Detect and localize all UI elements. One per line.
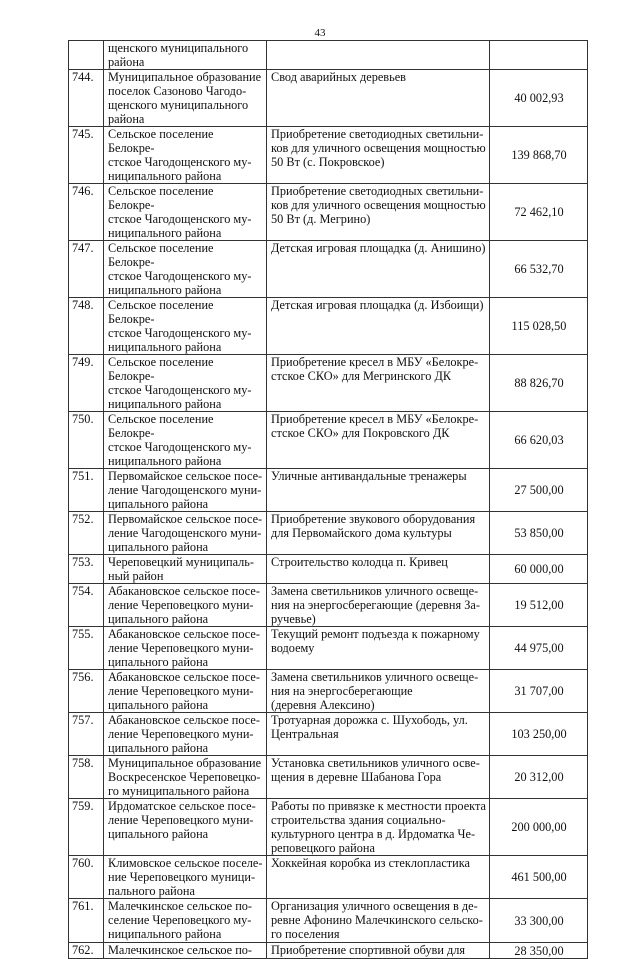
- purpose-text: [267, 41, 490, 70]
- purpose-text: Приобретение спортивной обуви для: [267, 943, 490, 959]
- recipient-name: Сельское поселение Белокре- стское Чагодощенского му- ниципального района: [104, 184, 267, 241]
- row-number: 746.: [69, 184, 104, 241]
- amount-value: [490, 41, 588, 70]
- table-row: [69, 298, 588, 355]
- amount-value: 66 532,70: [490, 241, 588, 298]
- table-row: [69, 469, 588, 512]
- recipient-name: Малечкинское сельское по- селение Череповецкого му- ниципального района: [104, 899, 267, 943]
- recipient-name: Сельское поселение Белокре- стское Чагодощенского му- ниципального района: [104, 127, 267, 184]
- purpose-text: Работы по привязке к местности проекта строительства здания социально- культурного центра в д. Ирдоматка Че- реповецкого района: [267, 799, 490, 856]
- recipient-name: Первомайское сельское посе- ление Чагодощенского муни- ципального района: [104, 512, 267, 555]
- purpose-text: Текущий ремонт подъезда к пожарному водоему: [267, 627, 490, 670]
- purpose-text: Замена светильников уличного освеще- ния на энергосберегающие (деревня Алексино): [267, 670, 490, 713]
- purpose-text: Приобретение кресел в МБУ «Белокре- стское СКО» для Мегринского ДК: [267, 355, 490, 412]
- row-number: 754.: [69, 584, 104, 627]
- amount-value: 139 868,70: [490, 127, 588, 184]
- table-row: [69, 713, 588, 756]
- table-row: [69, 512, 588, 555]
- row-number: 750.: [69, 412, 104, 469]
- amount-value: 66 620,03: [490, 412, 588, 469]
- amount-value: 19 512,00: [490, 584, 588, 627]
- purpose-text: Приобретение кресел в МБУ «Белокре- стское СКО» для Покровского ДК: [267, 412, 490, 469]
- purpose-text: Строительство колодца п. Кривец: [267, 555, 490, 584]
- amount-value: 200 000,00: [490, 799, 588, 856]
- table-row: [69, 412, 588, 469]
- purpose-text: Организация уличного освещения в де- ревне Афонино Малечкинского сельско- го поселения: [267, 899, 490, 943]
- row-number: 751.: [69, 469, 104, 512]
- row-number: [69, 41, 104, 70]
- recipient-name: Сельское поселение Белокре- стское Чагодощенского му- ниципального района: [104, 412, 267, 469]
- table-row: [69, 355, 588, 412]
- recipient-name: Первомайское сельское посе- ление Чагодощенского муни- ципального района: [104, 469, 267, 512]
- table-row: [69, 555, 588, 584]
- recipient-name: Ирдоматское сельское посе- ление Череповецкого муни- ципального района: [104, 799, 267, 856]
- row-number: 755.: [69, 627, 104, 670]
- recipient-name: щенского муниципального района: [104, 41, 267, 70]
- recipient-name: Малечкинское сельское по-: [104, 943, 267, 959]
- amount-value: 40 002,93: [490, 70, 588, 127]
- table-row: [69, 856, 588, 899]
- amount-value: 72 462,10: [490, 184, 588, 241]
- amount-value: 20 312,00: [490, 756, 588, 799]
- purpose-text: Приобретение светодиодных светильни- ков для уличного освещения мощностью 50 Вт (д. Мегрино): [267, 184, 490, 241]
- amount-value: 53 850,00: [490, 512, 588, 555]
- row-number: 760.: [69, 856, 104, 899]
- recipient-name: Абакановское сельское посе- ление Череповецкого муни- ципального района: [104, 627, 267, 670]
- recipient-name: Абакановское сельское посе- ление Череповецкого муни- ципального района: [104, 713, 267, 756]
- row-number: 748.: [69, 298, 104, 355]
- row-number: 753.: [69, 555, 104, 584]
- purpose-text: Хоккейная коробка из стеклопластика: [267, 856, 490, 899]
- purpose-text: Тротуарная дорожка с. Шухободь, ул. Центральная: [267, 713, 490, 756]
- row-number: 749.: [69, 355, 104, 412]
- table-row: [69, 756, 588, 799]
- purpose-text: Установка светильников уличного осве- щения в деревне Шабанова Гора: [267, 756, 490, 799]
- allocation-table: [68, 40, 588, 959]
- row-number: 758.: [69, 756, 104, 799]
- amount-value: 27 500,00: [490, 469, 588, 512]
- row-number: 761.: [69, 899, 104, 943]
- recipient-name: Муниципальное образование поселок Сазоново Чагодо- щенского муниципального района: [104, 70, 267, 127]
- table-row: [69, 584, 588, 627]
- recipient-name: Сельское поселение Белокре- стское Чагодощенского му- ниципального района: [104, 355, 267, 412]
- amount-value: 33 300,00: [490, 899, 588, 943]
- purpose-text: Приобретение звукового оборудования для Первомайского дома культуры: [267, 512, 490, 555]
- table-row: [69, 41, 588, 70]
- row-number: 745.: [69, 127, 104, 184]
- purpose-text: Уличные антивандальные тренажеры: [267, 469, 490, 512]
- row-number: 756.: [69, 670, 104, 713]
- table-row: [69, 943, 588, 959]
- amount-value: 461 500,00: [490, 856, 588, 899]
- amount-value: 44 975,00: [490, 627, 588, 670]
- amount-value: 60 000,00: [490, 555, 588, 584]
- table-row: [69, 241, 588, 298]
- row-number: 752.: [69, 512, 104, 555]
- recipient-name: Сельское поселение Белокре- стское Чагодощенского му- ниципального района: [104, 241, 267, 298]
- table-row: [69, 799, 588, 856]
- row-number: 762.: [69, 943, 104, 959]
- amount-value: 88 826,70: [490, 355, 588, 412]
- recipient-name: Сельское поселение Белокре- стское Чагодощенского му- ниципального района: [104, 298, 267, 355]
- recipient-name: Абакановское сельское посе- ление Череповецкого муни- ципального района: [104, 584, 267, 627]
- recipient-name: Абакановское сельское посе- ление Череповецкого муни- ципального района: [104, 670, 267, 713]
- row-number: 757.: [69, 713, 104, 756]
- table-row: [69, 899, 588, 943]
- purpose-text: Детская игровая площадка (д. Избоищи): [267, 298, 490, 355]
- table-row: [69, 70, 588, 127]
- amount-value: 103 250,00: [490, 713, 588, 756]
- table-row: [69, 184, 588, 241]
- purpose-text: Свод аварийных деревьев: [267, 70, 490, 127]
- purpose-text: Замена светильников уличного освеще- ния на энергосберегающие (деревня За- ручевье): [267, 584, 490, 627]
- page-number: 43: [314, 27, 326, 39]
- purpose-text: Приобретение светодиодных светильни- ков для уличного освещения мощностью 50 Вт (с. Покровское): [267, 127, 490, 184]
- row-number: 747.: [69, 241, 104, 298]
- purpose-text: Детская игровая площадка (д. Анишино): [267, 241, 490, 298]
- amount-value: 115 028,50: [490, 298, 588, 355]
- amount-value: 31 707,00: [490, 670, 588, 713]
- table-row: [69, 670, 588, 713]
- recipient-name: Череповецкий муниципаль- ный район: [104, 555, 267, 584]
- table-row: [69, 127, 588, 184]
- recipient-name: Муниципальное образование Воскресенское Череповецко- го муниципального района: [104, 756, 267, 799]
- row-number: 759.: [69, 799, 104, 856]
- amount-value: 28 350,00: [490, 943, 588, 959]
- row-number: 744.: [69, 70, 104, 127]
- recipient-name: Климовское сельское поселе- ние Череповецкого муници- пального района: [104, 856, 267, 899]
- table-row: [69, 627, 588, 670]
